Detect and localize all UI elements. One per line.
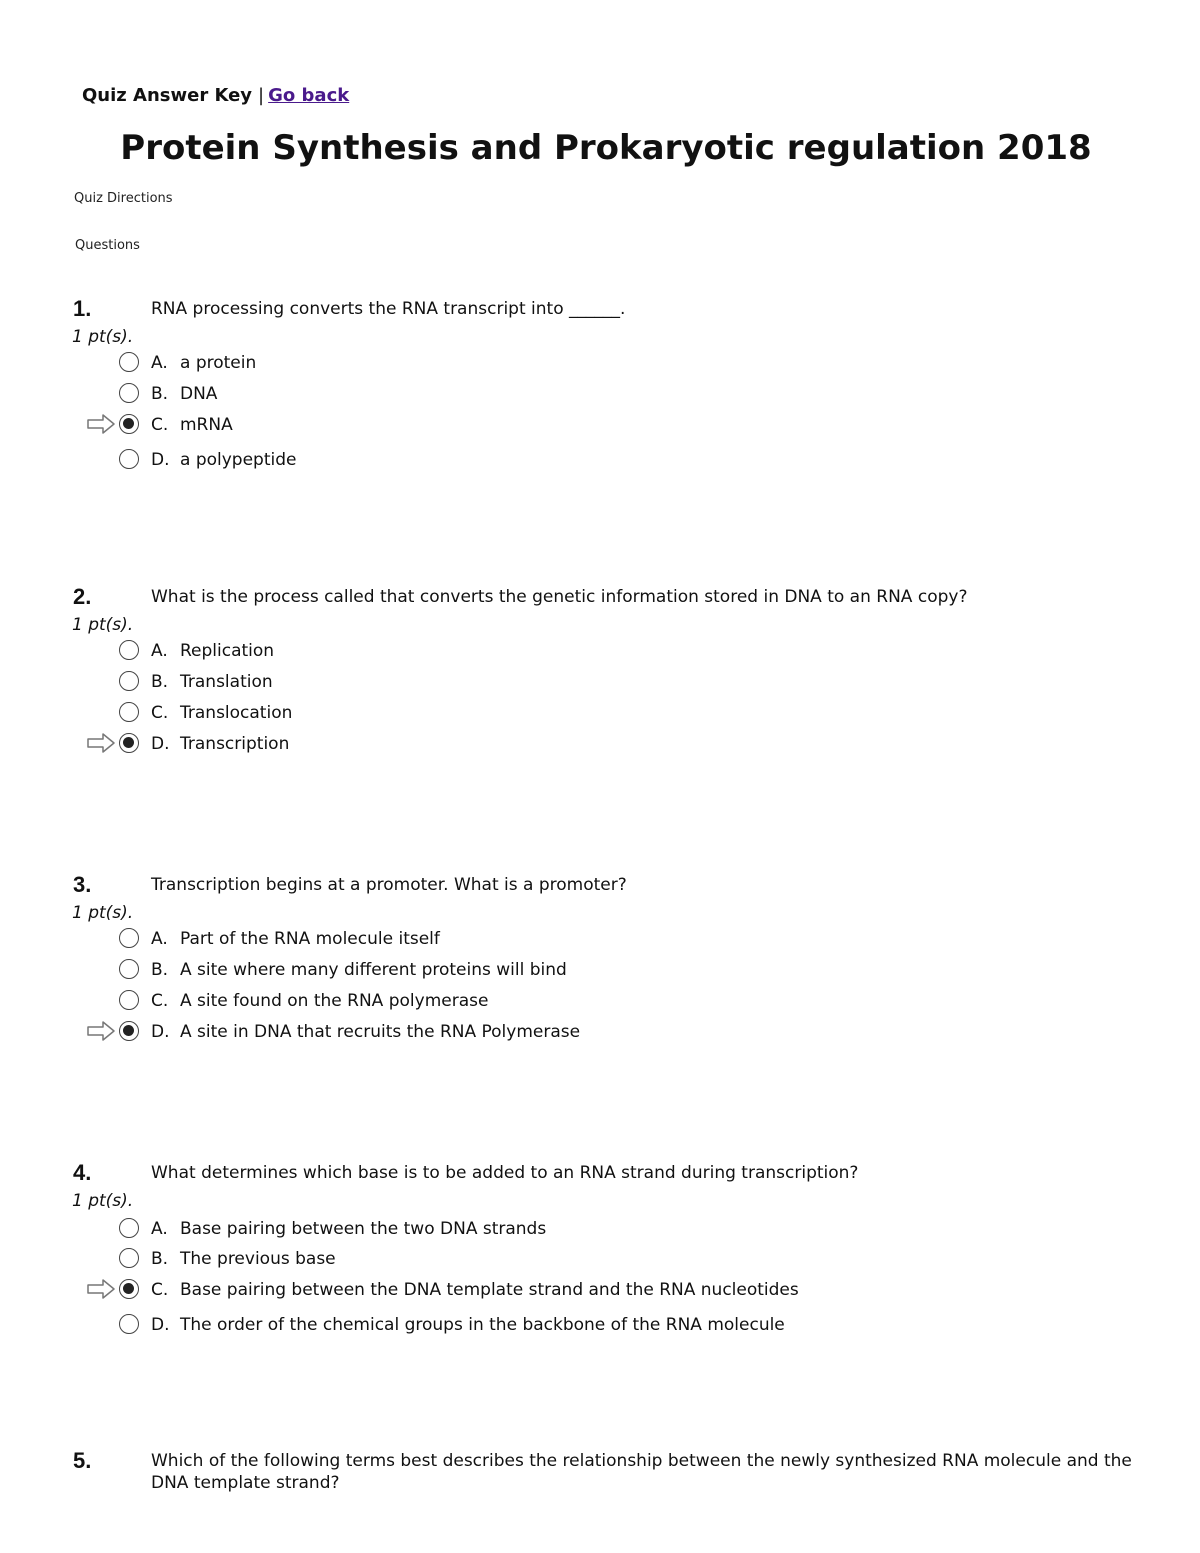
answer-option[interactable] [0,1246,1100,1272]
option-text: Transcription [180,734,290,754]
answer-option[interactable] [0,988,1100,1014]
radio-button-selected[interactable] [119,1279,139,1299]
option-letter: B. [151,960,169,980]
option-text: mRNA [180,415,233,435]
question-number: 4. [73,1160,92,1185]
answer-option[interactable] [0,700,1100,726]
option-text: Base pairing between the DNA template strand and the RNA nucleotides [180,1280,799,1300]
option-text: Base pairing between the two DNA strands [180,1219,547,1239]
question-points: 1 pt(s). [72,903,134,923]
option-letter: D. [151,450,170,470]
answer-option[interactable] [0,412,1100,438]
option-letter: B. [151,672,169,692]
answer-option[interactable] [0,1019,1100,1045]
option-letter: A. [151,929,168,949]
answer-option[interactable] [0,957,1100,983]
option-letter: D. [151,1315,170,1335]
question-text: What is the process called that converts the genetic information stored in DNA to an RNA copy? [151,587,968,607]
radio-button[interactable] [119,702,139,722]
question-number: 5. [73,1448,92,1473]
option-text: The order of the chemical groups in the backbone of the RNA molecule [180,1315,785,1335]
radio-button-selected[interactable] [119,733,139,753]
option-letter: C. [151,415,169,435]
answer-option[interactable] [0,1277,1100,1303]
radio-button[interactable] [119,640,139,660]
correct-answer-arrow-icon [86,1020,116,1042]
option-text: Translation [180,672,273,692]
radio-button-selected[interactable] [119,1021,139,1041]
radio-button[interactable] [119,352,139,372]
option-letter: B. [151,1249,169,1269]
option-text: Part of the RNA molecule itself [180,929,440,949]
answer-option[interactable] [0,731,1100,757]
questions-label: Questions [75,238,140,253]
question-text: Transcription begins at a promoter. What is a promoter? [151,875,627,895]
answer-option[interactable] [0,638,1100,664]
option-text: A site in DNA that recruits the RNA Polymerase [180,1022,581,1042]
question-text: RNA processing converts the RNA transcript into ______. [151,299,626,319]
radio-button[interactable] [119,1248,139,1268]
go-back-link[interactable]: Go back [268,85,350,106]
answer-option[interactable] [0,350,1100,376]
answer-key-label: Quiz Answer Key [82,85,253,106]
question-text: What determines which base is to be added to an RNA strand during transcription? [151,1163,859,1183]
question-points: 1 pt(s). [72,1191,134,1211]
question-number: 3. [73,872,92,897]
option-letter: C. [151,1280,169,1300]
answer-option[interactable] [0,1216,1100,1242]
answer-option[interactable] [0,1312,1100,1338]
correct-answer-arrow-icon [86,732,116,754]
option-letter: B. [151,384,169,404]
option-text: a protein [180,353,257,373]
question-points: 1 pt(s). [72,327,134,347]
option-text: A site where many different proteins will bind [180,960,567,980]
radio-button[interactable] [119,383,139,403]
correct-answer-arrow-icon [86,413,116,435]
option-text: DNA [180,384,218,404]
option-letter: A. [151,1219,168,1239]
quiz-directions-label: Quiz Directions [74,191,173,206]
radio-button[interactable] [119,990,139,1010]
radio-button-selected[interactable] [119,414,139,434]
page-header [82,84,349,108]
option-letter: D. [151,1022,170,1042]
option-letter: C. [151,703,169,723]
option-letter: A. [151,353,168,373]
option-letter: D. [151,734,170,754]
radio-button[interactable] [119,959,139,979]
radio-button[interactable] [119,671,139,691]
option-text: The previous base [180,1249,336,1269]
radio-button[interactable] [119,449,139,469]
option-letter: C. [151,991,169,1011]
quiz-title: Protein Synthesis and Prokaryotic regulation 2018 [120,128,1092,168]
correct-answer-arrow-icon [86,1278,116,1300]
question-number: 1. [73,296,92,321]
answer-option[interactable] [0,381,1100,407]
question-number: 2. [73,584,92,609]
answer-option[interactable] [0,669,1100,695]
radio-button[interactable] [119,1218,139,1238]
answer-option[interactable] [0,926,1100,952]
answer-option[interactable] [0,447,1100,473]
option-text: A site found on the RNA polymerase [180,991,489,1011]
radio-button[interactable] [119,1314,139,1334]
option-text: a polypeptide [180,450,297,470]
option-text: Translocation [180,703,293,723]
option-text: Replication [180,641,275,661]
option-letter: A. [151,641,168,661]
radio-button[interactable] [119,928,139,948]
header-separator: | [258,85,265,106]
question-points: 1 pt(s). [72,615,134,635]
question-text: Which of the following terms best describes the relationship between the newly synthesized RNA molecule and the DNA template strand? [151,1451,1132,1493]
